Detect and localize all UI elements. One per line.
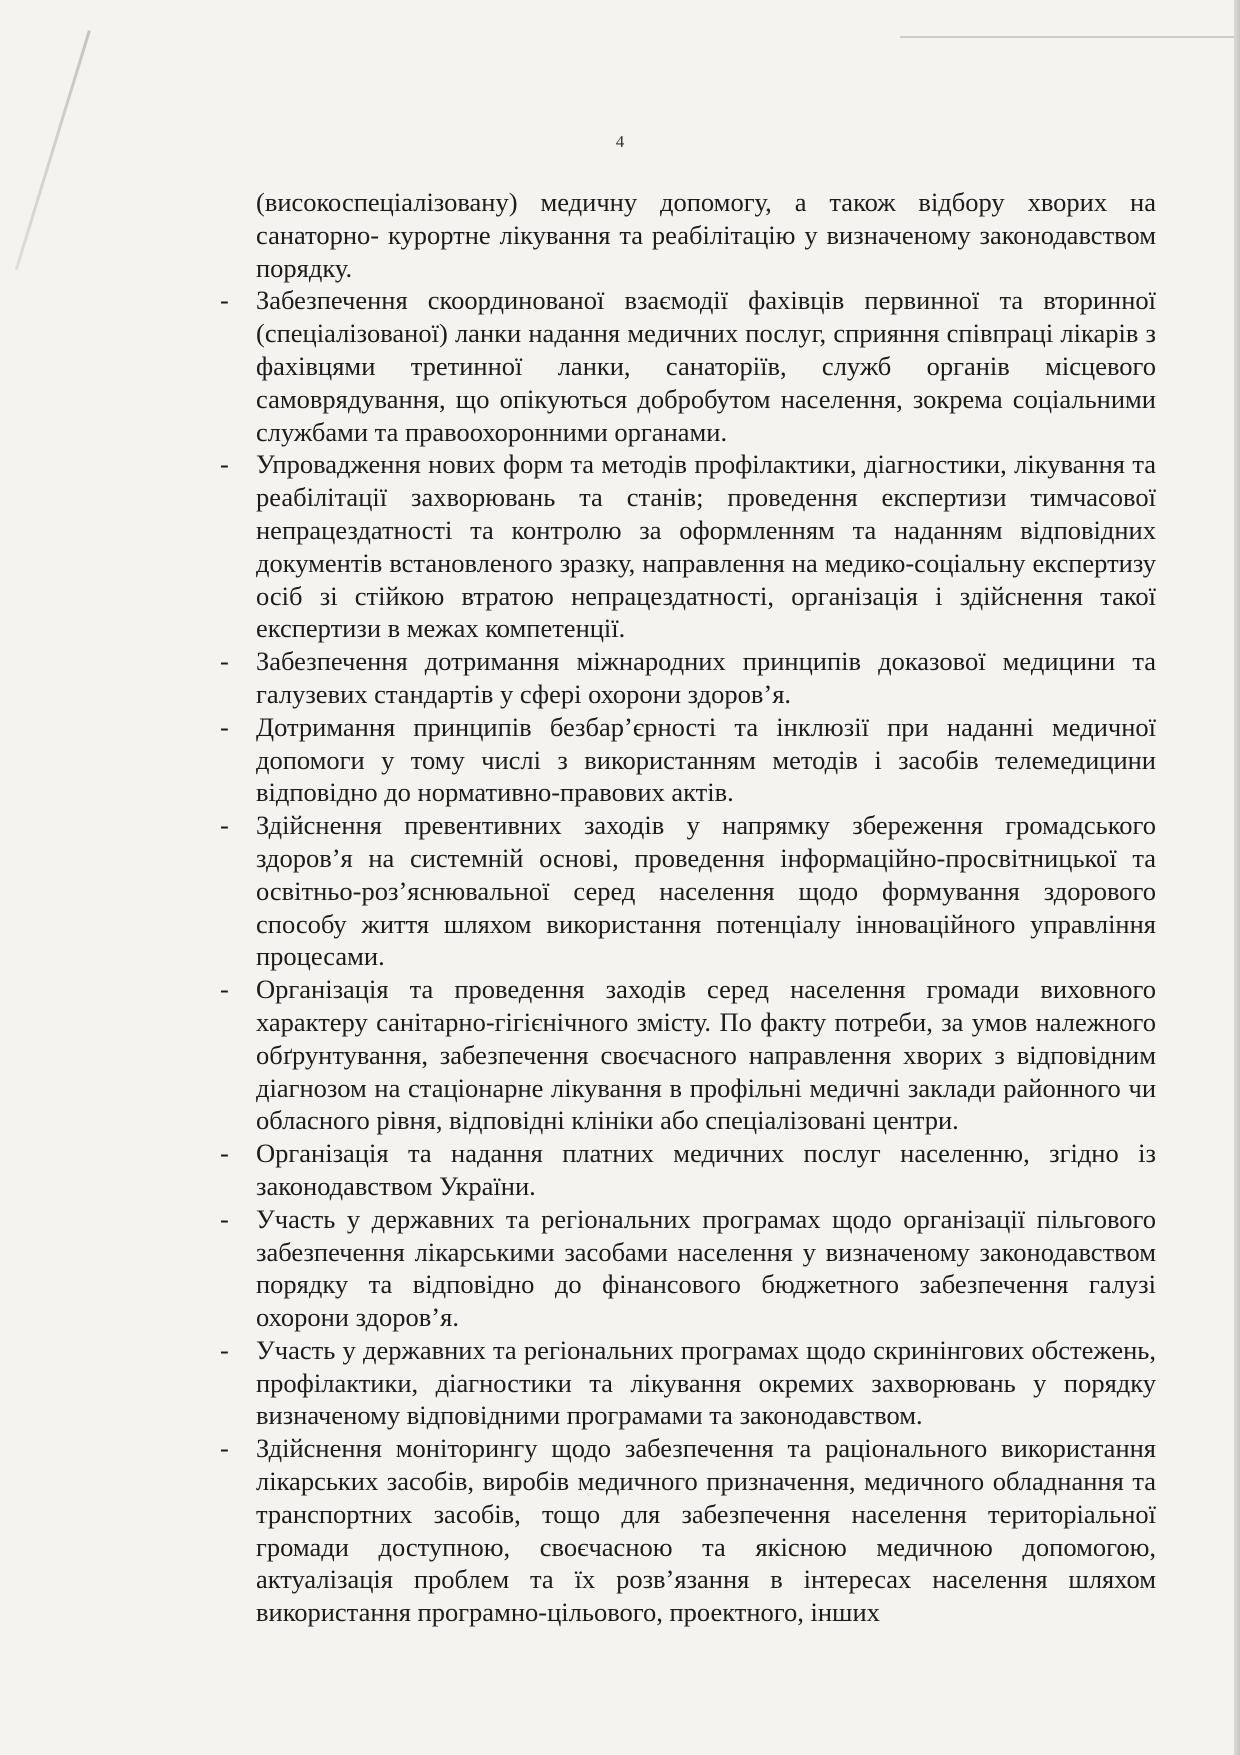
bullet-dash: -: [220, 1138, 229, 1169]
bullet-dash: -: [220, 646, 229, 677]
list-item-text: Забезпечення скоординованої взаємодії фахівців первинної та вторинної (спеціалізованої) ланки надання медичних послуг, сприяння співпраці лікарів з фахівцями третинної ланки, санаторіїв, служб органів місцевого самоврядування, що опікуються добробутом населення, зокрема соціальними службами та правоохоронними органами.: [256, 285, 1156, 447]
scan-edge-shadow-right: [1234, 0, 1240, 1755]
bullet-dash: -: [220, 810, 229, 841]
list-item: [220, 284, 1156, 448]
list-item: [220, 1334, 1156, 1432]
list-item: [220, 1203, 1156, 1334]
scan-edge-mark-top: [900, 36, 1240, 38]
list-item: [220, 645, 1156, 711]
page-number: 4: [615, 132, 625, 151]
intro-paragraph: (високоспеціалізовану) медичну допомогу, а також відбору хворих на санаторно- курортне лікування та реабілітацію у визначеному законодавством порядку.: [256, 187, 1156, 283]
list-item: [220, 711, 1156, 809]
list-item: [220, 973, 1156, 1137]
bullet-dash: -: [220, 1334, 229, 1365]
list-item: [220, 448, 1156, 645]
list-item-text: Дотримання принципів безбар’єрності та інклюзії при наданні медичної допомоги у тому числі з використанням методів і засобів телемедицини відповідно до нормативно-правових актів.: [256, 711, 1156, 808]
document-body: [220, 186, 1156, 1629]
list-item: [220, 809, 1156, 973]
list-item: [220, 1432, 1156, 1629]
list-item-text: Забезпечення дотримання міжнародних принципів доказової медицини та галузевих стандартів у сфері охорони здоров’я.: [256, 646, 1156, 709]
bullet-dash: -: [220, 1433, 229, 1464]
bullet-dash: -: [220, 1203, 229, 1234]
bullet-dash: -: [220, 285, 229, 316]
list-item: [220, 1137, 1156, 1203]
list-item-text: Організація та проведення заходів серед населення громади виховного характеру санітарно-гігієнічного змісту. По факту потреби, за умов належного обґрунтування, забезпечення своєчасного направлення хворих з відповідним діагнозом на стаціонарне лікування в профільні медичні заклади районного чи обласного рівня, відповідні клініки або спеціалізовані центри.: [256, 974, 1156, 1136]
bullet-dash: -: [220, 449, 229, 480]
list-item-text: Участь у державних та регіональних програмах щодо організації пільгового забезпечення лікарськими засобами населення у визначеному законодавством порядку та відповідно до фінансового бюджетного забезпечення галузі охорони здоров’я.: [256, 1203, 1156, 1333]
list-item-text: Участь у державних та регіональних програмах щодо скринінгових обстежень, профілактики, діагностики та лікування окремих захворювань у порядку визначеному відповідними програмами та законодавством.: [256, 1334, 1156, 1431]
bullet-dash: -: [220, 974, 229, 1005]
list-item-text: Упровадження нових форм та методів профілактики, діагностики, лікування та реабілітації захворювань та станів; проведення експертизи тимчасової непрацездатності та контролю за оформленням та наданням відповідних документів встановленого зразку, направлення на медико-соціальну експертизу осіб зі стійкою втратою непрацездатності, організація і здійснення такої експертизи в межах компетенції.: [256, 449, 1156, 644]
list-item-text: Здійснення превентивних заходів у напрямку збереження громадського здоров’я на системній основі, проведення інформаційно-просвітницької та освітньо-роз’яснювальної серед населення щодо формування здорового способу життя шляхом використання потенціалу інноваційного управління процесами.: [256, 810, 1156, 972]
list-item-text: Здійснення моніторингу щодо забезпечення та раціонального використання лікарських засобів, виробів медичного призначення, медичного обладнання та транспортних засобів, тощо для забезпечення населення територіальної громади доступною, своєчасною та якісною медичною допомогою, актуалізація проблем та їх розв’язання в інтересах населення шляхом використання програмно-цільового, проектного, інших: [256, 1433, 1156, 1628]
list-item-text: Організація та надання платних медичних послуг населенню, згідно із законодавством України.: [256, 1138, 1156, 1201]
bullet-dash: -: [220, 711, 229, 742]
